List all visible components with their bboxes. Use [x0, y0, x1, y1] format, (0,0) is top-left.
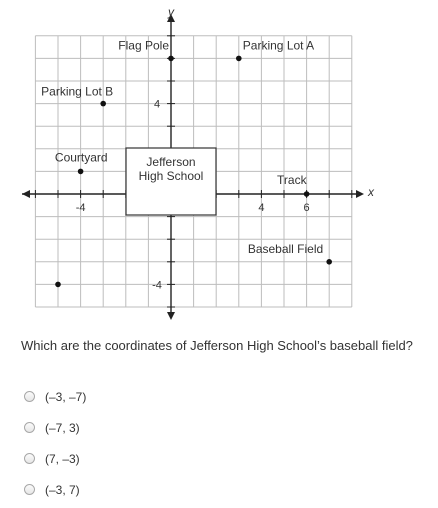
unlabeled-point-point — [55, 282, 61, 288]
flag-pole-label: Flag Pole — [118, 38, 169, 53]
baseball-field-point — [326, 259, 332, 265]
y-tick-label: 4 — [153, 98, 161, 111]
x-axis-arrow-right — [356, 190, 364, 198]
radio-button[interactable] — [24, 484, 35, 495]
option-4[interactable] — [24, 474, 86, 505]
x-axis-arrow-left — [22, 190, 30, 198]
courtyard-label: Courtyard — [54, 150, 108, 165]
option-label: (–3, 7) — [45, 482, 80, 497]
track-label: Track — [277, 173, 307, 187]
y-tick-label: -4 — [152, 279, 162, 292]
option-label: (–3, –7) — [45, 389, 87, 404]
baseball-field-label: Baseball Field — [247, 241, 324, 256]
parking-lot-a-label: Parking Lot A — [242, 38, 315, 53]
question-text: Which are the coordinates of Jefferson High School’s baseball field? — [21, 338, 413, 353]
school-label-line1: Jefferson — [146, 155, 196, 169]
x-tick-label: 6 — [303, 202, 310, 214]
x-tick-label: -4 — [75, 202, 86, 214]
school-label-line2: High School — [138, 169, 204, 183]
parking-lot-a-point — [236, 56, 242, 62]
y-axis-arrow-bottom — [167, 312, 175, 320]
option-label: (7, –3) — [45, 451, 80, 466]
radio-button[interactable] — [24, 453, 35, 464]
radio-button[interactable] — [24, 391, 35, 402]
x-axis-label: x — [368, 185, 374, 199]
x-tick-label: 4 — [258, 202, 265, 214]
school-building — [126, 148, 216, 215]
option-1[interactable] — [24, 381, 86, 412]
y-axis-label: y — [168, 5, 174, 19]
flag-pole-point — [168, 56, 174, 62]
parking-lot-b-label: Parking Lot B — [41, 84, 114, 99]
radio-button[interactable] — [24, 422, 35, 433]
option-2[interactable] — [24, 412, 86, 443]
answer-options — [24, 381, 86, 505]
courtyard-point — [78, 169, 84, 175]
parking-lot-b-point — [100, 101, 106, 107]
track-point — [304, 191, 310, 197]
option-3[interactable] — [24, 443, 86, 474]
option-label: (–7, 3) — [45, 420, 80, 435]
